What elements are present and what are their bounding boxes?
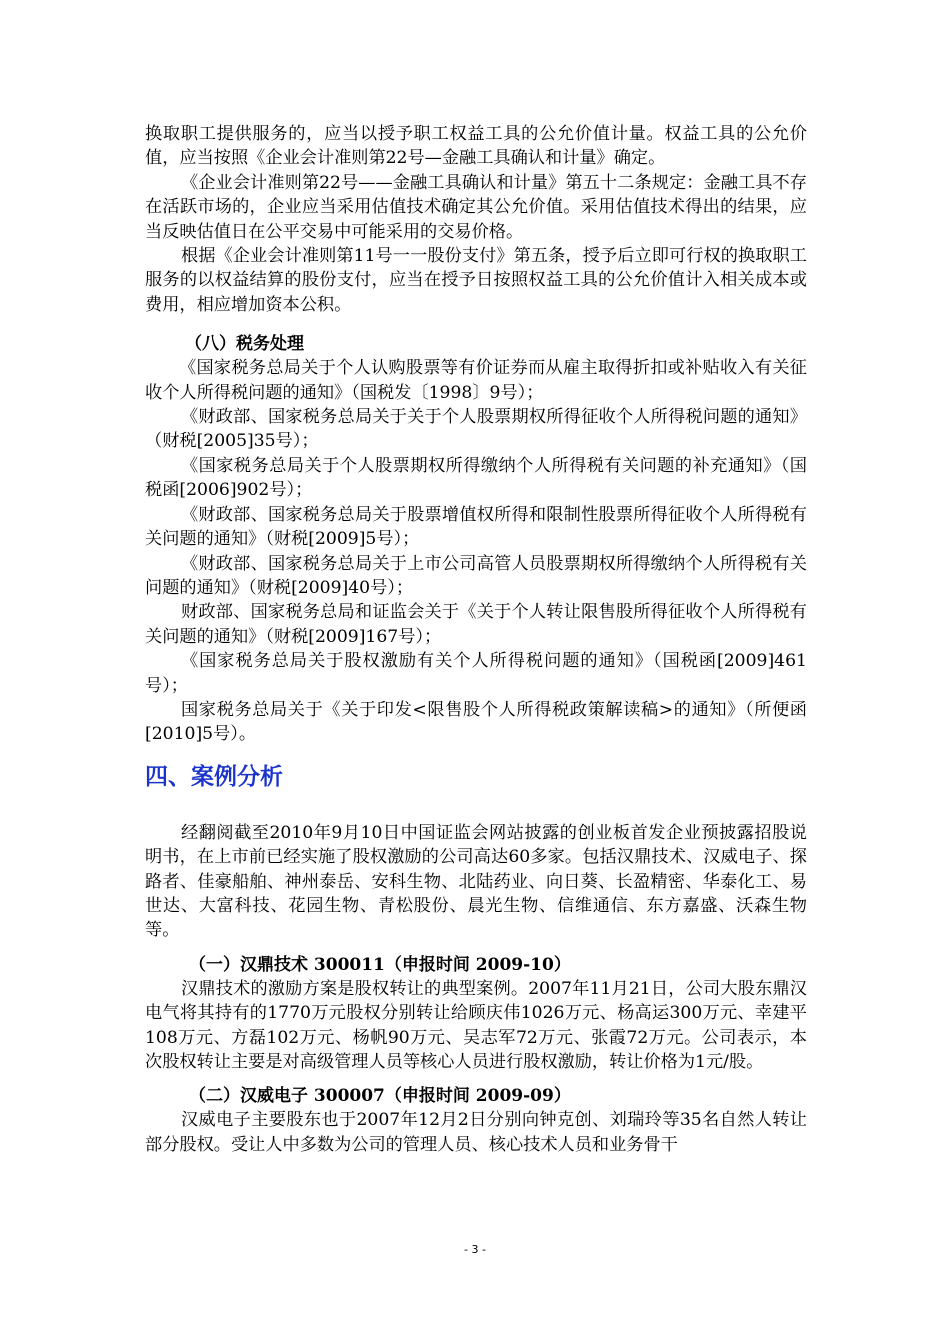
tax-item: 《财政部、国家税务总局关于股票增值权所得和限制性股票所得征收个人所得税有关问题的通知》（财税[2009]5号）； xyxy=(145,504,807,550)
tax-item: 《财政部、国家税务总局关于关于个人股票期权所得征收个人所得税问题的通知》（财税[2005]35号）； xyxy=(145,407,807,452)
tax-heading: （八）税务处理 xyxy=(185,334,304,355)
case-intro: 经翻阅截至2010年9月10日中国证监会网站披露的创业板首发企业预披露招股说明书，在上市前已经实施了股权激励的公司高达60多家。包括汉鼎技术、汉威电子、探路者、佳豪船舶、神州泰岳、安科生物、北陆药业、向日葵、长盈精密、华泰化工、易世达、大富科技、花园生物、青松股份、晨光生物、信维通信、东方嘉盛、沃森生物等。 xyxy=(145,822,807,941)
tax-item: 国家税务总局关于《关于印发<限售股个人所得税政策解读稿>的通知》（所便函[2010]5号）。 xyxy=(145,699,807,745)
section-title: 四、案例分析 xyxy=(145,763,283,790)
tax-item: 《国家税务总局关于个人认购股票等有价证券而从雇主取得折扣或补贴收入有关征收个人所得税问题的通知》（国税发〔1998〕9号）； xyxy=(145,358,807,403)
tax-item: 《财政部、国家税务总局关于上市公司高管人员股票期权所得缴纳个人所得税有关问题的通知》（财税[2009]40号）； xyxy=(145,553,807,598)
paragraph: 《企业会计准则第22号——金融工具确认和计量》第五十二条规定：金融工具不存在活跃市场的，企业应当采用估值技术确定其公允价值。采用估值技术得出的结果，应当反映估值日在公平交易中可能采用的交易价格。 xyxy=(145,172,807,242)
document-page xyxy=(145,122,807,1157)
paragraph: 换取职工提供服务的，应当以授予职工权益工具的公允价值计量。权益工具的公允价值，应当按照《企业会计准则第22号—金融工具确认和计量》确定。 xyxy=(145,124,807,169)
case1-text: 汉鼎技术的激励方案是股权转让的典型案例。2007年11月21日，公司大股东鼎汉电气将其持有的1770万元股权分别转让给顾庆伟1026万元、杨高运300万元、幸建平108万元、方磊102万元、杨帆90万元、吴志军72万元、张霞72万元。公司表示，本次股权转让主要是对高级管理人员等核心人员进行股权激励，转让价格为1元/股。 xyxy=(145,978,807,1072)
tax-item: 《国家税务总局关于股权激励有关个人所得税问题的通知》（国税函[2009]461号）； xyxy=(145,651,807,696)
tax-item: 《国家税务总局关于个人股票期权所得缴纳个人所得税有关问题的补充通知》（国税函[2006]902号）； xyxy=(145,455,807,501)
case2-text: 汉威电子主要股东也于2007年12月2日分别向钟克创、刘瑞玲等35名自然人转让部分股权。受让人中多数为公司的管理人员、核心技术人员和业务骨干 xyxy=(145,1110,807,1155)
page-number: - 3 - xyxy=(464,1243,486,1256)
tax-item: 财政部、国家税务总局和证监会关于《关于个人转让限售股所得征收个人所得税有关问题的通知》（财税[2009]167号）； xyxy=(145,602,807,647)
paragraph: 根据《企业会计准则第11号一一股份支付》第五条，授予后立即可行权的换取职工服务的以权益结算的股份支付，应当在授予日按照权益工具的公允价值计入相关成本或费用，相应增加资本公积。 xyxy=(145,246,807,315)
case1-heading: （一）汉鼎技术 300011（申报时间 2009-10） xyxy=(189,954,571,975)
case2-heading: （二）汉威电子 300007（申报时间 2009-09） xyxy=(189,1086,571,1107)
